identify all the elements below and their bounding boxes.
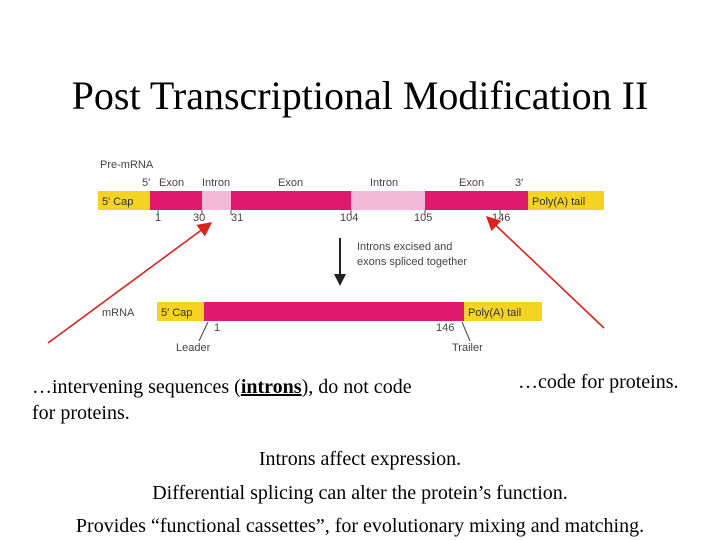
introns-term: introns [240, 376, 302, 398]
process-text-line-1: Introns excised and [357, 241, 453, 253]
process-text-line-2: exons spliced together [357, 256, 468, 268]
pre-mrna-tail-label: Poly(A) tail [532, 196, 586, 208]
intron-caption-start: …intervening sequences ( [32, 376, 241, 398]
pre-mrna-exon-2 [231, 191, 351, 210]
pre-mrna-intron-1 [202, 191, 231, 210]
five-prime-label: 5′ [142, 177, 151, 189]
mrna-pos-label-146: 146 [436, 322, 455, 334]
three-prime-label: 3′ [515, 177, 524, 189]
leader-label: Leader [176, 342, 211, 354]
bottom-line-1: Introns affect expression. [258, 448, 462, 470]
intron-caption-end: ), do not code for proteins. [32, 376, 412, 424]
process-arrow-head [334, 274, 346, 286]
trailer-pointer [462, 322, 470, 341]
pos-label-104: 104 [340, 212, 359, 224]
trailer-label: Trailer [452, 342, 483, 354]
mrna-cap-label: 5′ Cap [161, 307, 193, 319]
mrna-pos-label-1: 1 [214, 322, 221, 334]
mrna-tail-label: Poly(A) tail [468, 307, 522, 319]
pos-label-1: 1 [155, 212, 162, 224]
mrna-label: mRNA [102, 307, 135, 319]
pre-mrna-cap-label: 5′ Cap [102, 196, 134, 208]
pre-mrna-exon-3 [425, 191, 528, 210]
intron-caption [32, 374, 432, 426]
mrna-coding [204, 302, 464, 321]
pos-label-105: 105 [414, 212, 433, 224]
pos-label-146: 146 [492, 212, 511, 224]
pre-mrna-label: Pre-mRNA [100, 159, 154, 171]
region-label-intron-1: Intron [202, 177, 231, 189]
bottom-line-3: Provides “functional cassettes”, for evolutionary mixing and matching. [75, 515, 645, 537]
pos-label-30: 30 [193, 212, 206, 224]
region-label-exon-1: Exon [159, 177, 185, 189]
region-label-intron-2: Intron [370, 177, 399, 189]
region-label-exon-2: Exon [278, 177, 304, 189]
intron-callout-arrow [48, 223, 211, 343]
pre-mrna-intron-2 [351, 191, 425, 210]
pre-mrna-exon-1 [150, 191, 202, 210]
bottom-line-2: Differential splicing can alter the protein’s function. [152, 482, 568, 504]
region-label-exon-3: Exon [459, 177, 485, 189]
slide-title: Post Transcriptional Modification II [71, 73, 649, 118]
leader-pointer [199, 322, 208, 341]
pos-label-31: 31 [231, 212, 244, 224]
exon-caption: …code for proteins. [518, 371, 679, 393]
